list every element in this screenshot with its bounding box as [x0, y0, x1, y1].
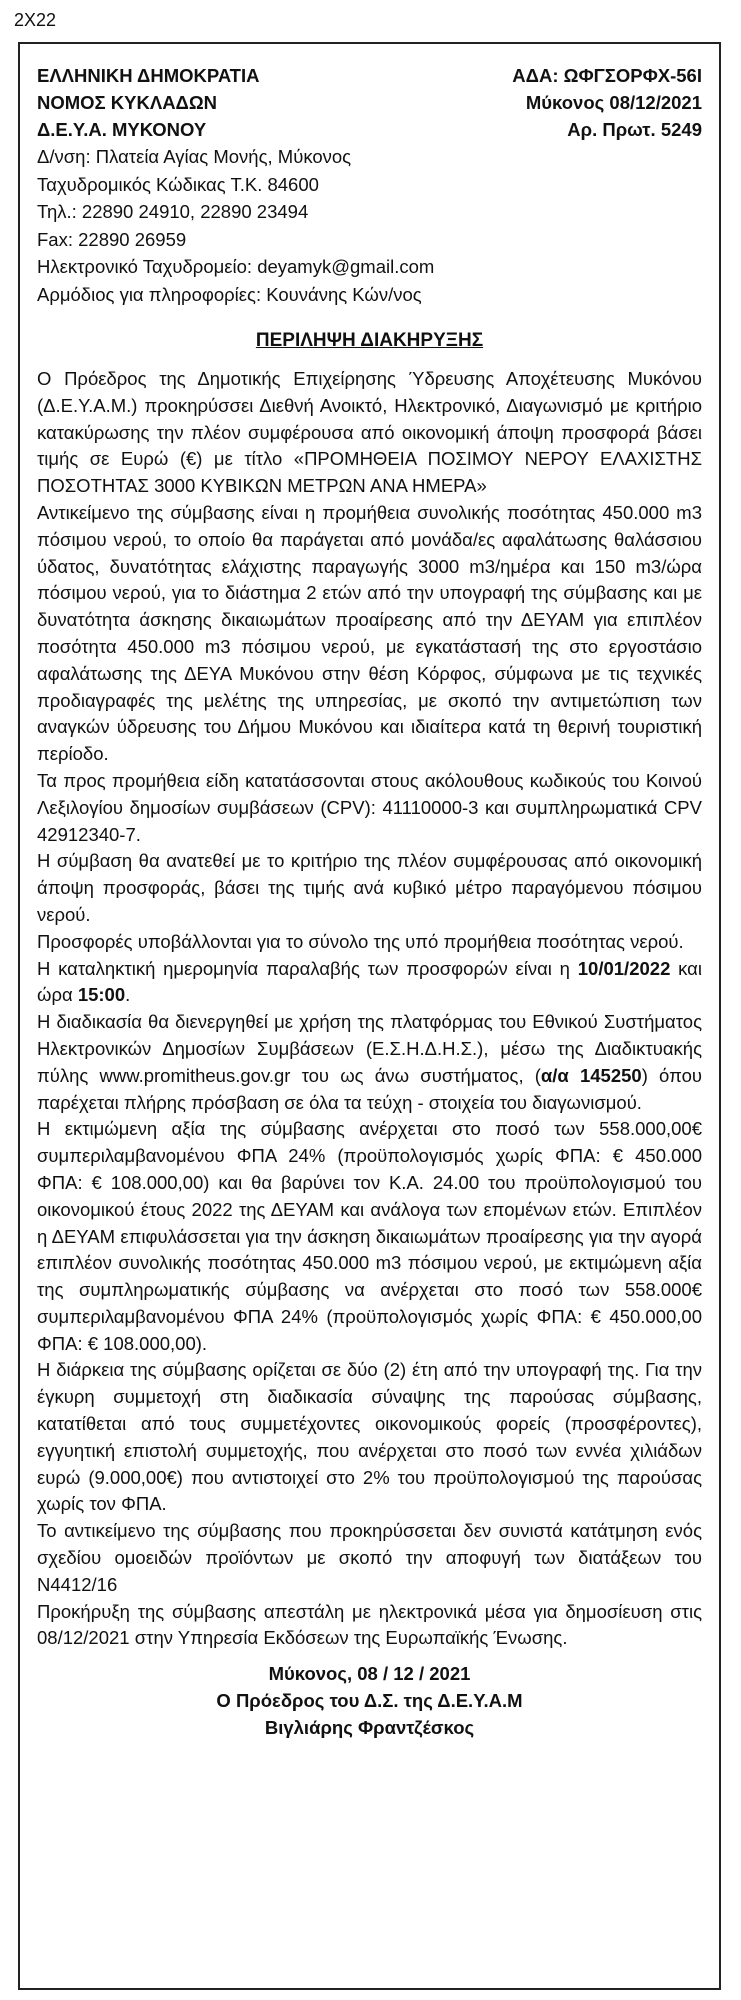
signature-role: Ο Πρόεδρος του Δ.Σ. της Δ.Ε.Υ.Α.Μ — [216, 1690, 523, 1712]
deadline-period: . — [125, 984, 131, 1006]
paragraph-cpv: Τα προς προμήθεια είδη κατατάσσονται στους ακόλουθους κωδικούς του Κοινού Λεξιλογίου δημοσίων συμβάσεων (CPV): 41110000-3 και συμπληρωματικά CPV 42912340-7. — [37, 769, 702, 845]
paragraph-offers: Προσφορές υποβάλλονται για το σύνολο της υπό προμήθεια ποσότητας νερού. — [37, 930, 684, 952]
contact-phone: Τηλ.: 22890 24910, 22890 23494 — [37, 201, 309, 222]
contact-fax: Fax: 22890 26959 — [37, 228, 187, 250]
paragraph-non-splitting: Το αντικείμενο της σύμβασης που προκηρύσσεται δεν συνιστά κατάτμηση ενός σχεδίου ομοειδών προϊόντων με σκοπό την αποφυγή των διατάξεων του Ν4412/16 — [37, 1520, 702, 1595]
header-row-3 — [37, 116, 702, 143]
platform-system-id: α/α 145250 — [540, 1064, 642, 1086]
header-row-2 — [37, 89, 702, 116]
paragraph-award-criterion: Η σύμβαση θα ανατεθεί με το κριτήριο της πλέον συμφέρουσας από οικονομική άποψη προσφοράς, βάσει της τιμής ανά κυβικό μέτρο παραγόμενου πόσιμου νερού. — [37, 850, 702, 925]
header-row-1 — [37, 62, 702, 89]
signature-place-date: Μύκονος, 08 / 12 / 2021 — [268, 1663, 471, 1685]
notice-frame — [18, 42, 721, 1990]
contact-address: Δ/νση: Πλατεία Αγίας Μονής, Μύκονος — [37, 146, 352, 167]
paragraph-subject: Αντικείμενο της σύμβασης είναι η προμήθεια συνολικής ποσότητας 450.000 m3 πόσιμου νερού, το οποίο θα παράγεται από μονάδα/ες αφαλάτωσης θαλάσσιου ύδατος, δυνατότητας ελάχιστης παραγωγής 3000 m3/ημέρα και 150 m3/ώρα πόσιμου νερού, για το διάστημα 2 ετών από την υπογραφή της σύμβασης και με δυνατότητα άσκησης δικαιωμάτων προαίρεσης από την ΔΕΥΑΜ για επιπλέον ποσότητα 450.000 m3 πόσιμου νερού, με εγκατάστασή της στο εργοστάσιο αφαλάτωσης της ΔΕΥΑ Μυκόνου στην θέση Κόρφος, σύμφωνα με τις τεχνικές προδιαγραφές της μελέτης της υπηρεσίας, με σκοπό την αντιμετώπιση των αναγκών ύδρευσης του Δήμου Μυκόνου και ιδιαίτερα κατά τη θερινή τουριστική περίοδο. — [37, 501, 702, 765]
header-protocol-number: Αρ. Πρωτ. 5249 — [567, 119, 702, 140]
paragraph-eu-publication: Προκήρυξη της σύμβασης απεστάλη με ηλεκτρονικά μέσα για δημοσίευση στις 08/12/2021 στην Υπηρεσία Εκδόσεων της Ευρωπαϊκής Ένωσης. — [37, 1600, 702, 1649]
paragraph-platform — [37, 1009, 702, 1116]
notice-title: ΠΕΡΙΛΗΨΗ ΔΙΑΚΗΡΥΞΗΣ — [255, 330, 484, 351]
deadline-time: 15:00 — [77, 984, 126, 1006]
signature-block — [37, 1660, 702, 1741]
deadline-text-time: και ώρα — [37, 957, 702, 1006]
contact-person: Αρμόδιος για πληροφορίες: Κουνάνης Κών/νος — [37, 283, 422, 305]
header-prefecture: ΝΟΜΟΣ ΚΥΚΛΑΔΩΝ — [37, 92, 218, 113]
paragraph-duration-guarantee: Η διάρκεια της σύμβασης ορίζεται σε δύο (2) έτη από την υπογραφή της. Για την έγκυρη συμμετοχή στη διαδικασία σύναψης της παρούσας σύμβασης, κατατίθεται από τους συμμετέχοντες οικονομικούς φορείς (προσφέροντες), εγγυητική επιστολή συμμετοχής, που ανέρχεται στο ποσό των εννέα χιλιάδων ευρώ (9.000,00€) που αντιστοιχεί στο 2% του προϋπολογισμού της παρούσας χωρίς τον ΦΠΑ. — [37, 1359, 702, 1515]
paragraph-intro: Ο Πρόεδρος της Δημοτικής Επιχείρησης Ύδρευσης Αποχέτευσης Μυκόνου (Δ.Ε.Υ.Α.Μ.) προκηρύσσει Διεθνή Ανοικτό, Ηλεκτρονικό, Διαγωνισμό με κριτήριο κατακύρωσης την πλέον συμφέρουσα από οικονομική άποψη προσφορά βάσει τιμής σε Ευρώ (€) με τίτλο «ΠΡΟΜΗΘΕΙΑ ΠΟΣΙΜΟΥ ΝΕΡΟΥ ΕΛΑΧΙΣΤΗΣ ΠΟΣΟΤΗΤΑΣ 3000 ΚΥΒΙΚΩΝ ΜΕΤΡΩΝ ΑΝΑ ΗΜΕΡΑ» — [37, 368, 702, 497]
contact-email: Ηλεκτρονικό Ταχυδρομείο: deyamyk@gmail.com — [37, 256, 435, 277]
paragraph-estimated-value: Η εκτιμώμενη αξία της σύμβασης ανέρχεται στο ποσό των 558.000,00€ συμπεριλαμβανομένου ΦΠΑ 24% (προϋπολογισμός χωρίς ΦΠΑ: € 450.000 ΦΠΑ: € 108.000,00) και θα βαρύνει τον Κ.Α. 24.00 του προϋπολογισμού του οικονομικού έτους 2022 της ΔΕΥΑΜ και ανάλογα των επομένων ετών. Επιπλέον η ΔΕΥΑΜ επιφυλάσσεται για την άσκηση δικαιωμάτων προαίρεσης για την αγορά επιπλέον συνολικής ποσότητας 450.000 m3 πόσιμου νερού, με εκτιμώμενη αξία της συμπληρωματικής σύμβασης να ανέρχεται στο ποσό των 558.000€ συμπεριλαμβανομένου ΦΠΑ 24% (προϋπολογισμός χωρίς ΦΠΑ: € 450.000,00 ΦΠΑ: € 108.000,00). — [37, 1118, 702, 1354]
header-date: Μύκονος 08/12/2021 — [525, 92, 702, 113]
header-organization: Δ.Ε.Υ.Α. ΜΥΚΟΝΟΥ — [37, 119, 207, 140]
deadline-text: Η καταληκτική ημερομηνία παραλαβής των προσφορών είναι η — [37, 957, 578, 979]
header-ada: ΑΔΑ: ΩΦΓΣΟΡΦΧ-56Ι — [512, 65, 702, 86]
notice-body — [37, 366, 702, 1652]
paragraph-deadline — [37, 956, 702, 1010]
header-country: ΕΛΛΗΝΙΚΗ ΔΗΜΟΚΡΑΤΙΑ — [37, 65, 260, 86]
page-code: 2X22 — [14, 10, 57, 30]
platform-text: Η διαδικασία θα διενεργηθεί με χρήση της πλατφόρμας του Εθνικού Συστήματος Ηλεκτρονικών Δημοσίων Συμβάσεων (Ε.Σ.Η.Δ.Η.Σ.), μέσω της Διαδικτυακής πύλης www.promitheus.gov.gr του ως άνω συστήματος, ( — [37, 1011, 702, 1086]
contact-postal-code: Ταχυδρομικός Κώδικας Τ.Κ. 84600 — [37, 173, 319, 195]
signature-name: Βιγλιάρης Φραντζέσκος — [264, 1717, 475, 1739]
platform-text-end: ) όπου παρέχεται πλήρης πρόσβαση σε όλα τα τεύχη - στοιχεία του διαγωνισμού. — [37, 1064, 702, 1113]
deadline-date: 10/01/2022 — [577, 957, 671, 979]
